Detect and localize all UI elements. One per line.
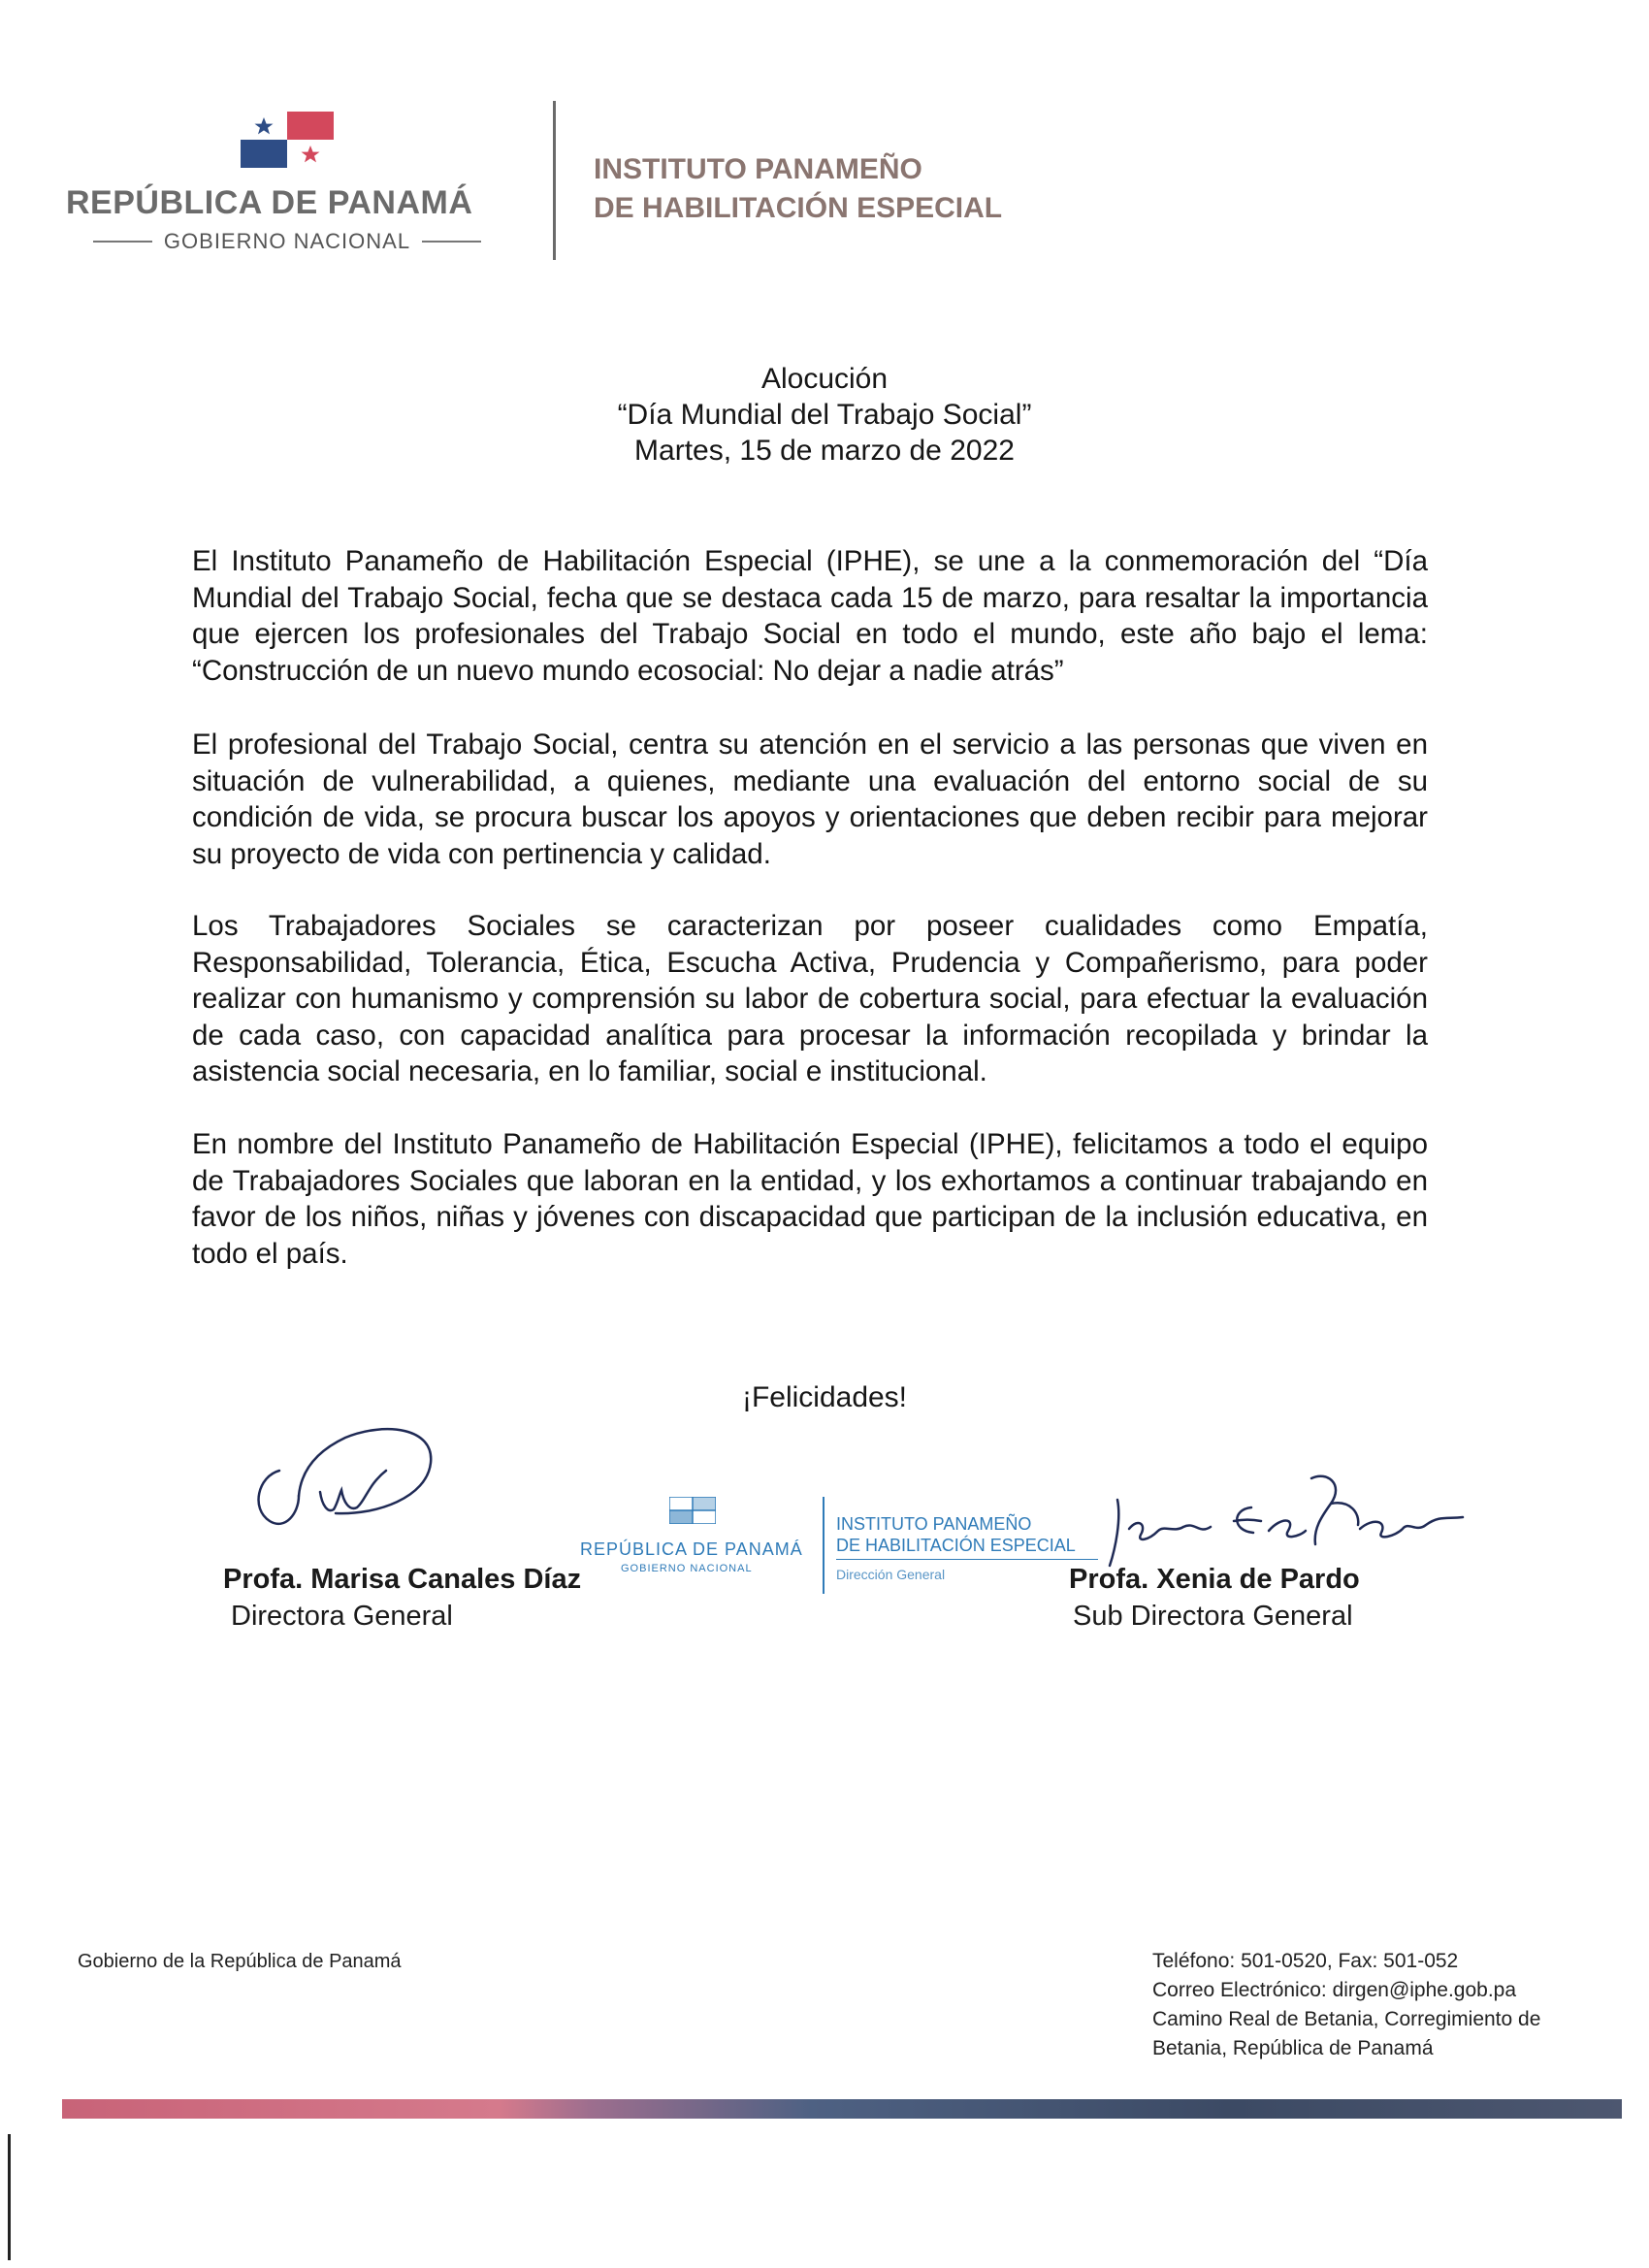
document-title: Alocución <box>760 363 889 395</box>
signature-left <box>241 1416 444 1552</box>
stamp-institute-line2: DE HABILITACIÓN ESPECIAL <box>836 1536 1076 1555</box>
signer-left-role: Directora General <box>231 1601 453 1632</box>
signer-right-name: Profa. Xenia de Pardo <box>1069 1564 1360 1595</box>
footer-address-line1: Camino Real de Betania, Corregimiento de <box>1152 2008 1541 2030</box>
country-name: REPÚBLICA DE PANAMÁ <box>66 184 473 221</box>
scan-edge-mark <box>8 2134 11 2260</box>
stamp-flag-icon <box>669 1497 716 1524</box>
stamp-institute-line1: INSTITUTO PANAMEÑO <box>836 1514 1032 1534</box>
closing-greeting: ¡Felicidades! <box>741 1381 908 1413</box>
government-subtitle <box>93 227 481 256</box>
document-subtitle: “Día Mundial del Trabajo Social” <box>617 399 1032 431</box>
footer-email: Correo Electrónico: dirgen@iphe.gob.pa <box>1152 1979 1517 2001</box>
paragraph-4: En nombre del Instituto Panameño de Habilitación Especial (IPHE), felicitamos a todo el equipo de Trabajadores Sociales que laboran en la entidad, y los exhortamos a continuar trabajando en favor de los niños, niñas y jóvenes con discapacidad que participan de la inclusión educativa, en todo el país. <box>192 1128 1428 1270</box>
footer-phone: Teléfono: 501-0520, Fax: 501-052 <box>1152 1950 1459 1972</box>
official-stamp <box>580 1497 1104 1594</box>
stamp-government: GOBIERNO NACIONAL <box>621 1563 753 1574</box>
paragraph-2: El profesional del Trabajo Social, centra su atención en el servicio a las personas que viven en situación de vulnerabilidad, a quienes, mediante una evaluación del entorno social de su condición de vida, se procura buscar los apoyos y orientaciones que deben recibir para mejorar su proyecto de vida con pertinencia y calidad. <box>192 729 1428 870</box>
header-divider <box>553 101 556 260</box>
stamp-country: REPÚBLICA DE PANAMÁ <box>580 1539 803 1559</box>
government-label: GOBIERNO NACIONAL <box>163 229 411 253</box>
stamp-rule <box>836 1559 1098 1560</box>
document-date: Martes, 15 de marzo de 2022 <box>634 435 1015 467</box>
paragraph-3: Los Trabajadores Sociales se caracterizan por poseer cualidades como Empatía, Responsabilidad, Tolerancia, Ética, Escucha Activa, Prudencia y Compañerismo, para poder realizar con humanismo y comprensión su labor de cobertura social, para efectuar la evaluación de cada caso, con capacidad analítica para procesar la información recopilada y brindar la asistencia social necesaria, en lo familiar, social e institucional. <box>192 910 1428 1087</box>
signer-right-role: Sub Directora General <box>1073 1601 1353 1632</box>
stamp-divider <box>823 1497 824 1594</box>
footer-address-line2: Betania, República de Panamá <box>1152 2037 1434 2059</box>
signature-right <box>1106 1461 1465 1577</box>
paragraph-1: El Instituto Panameño de Habilitación Especial (IPHE), se une a la conmemoración del “Día Mundial del Trabajo Social, fecha que se destaca cada 15 de marzo, para resaltar la importancia que ejercen los profesionales del Trabajo Social en todo el mundo, este año bajo el lema: “Construcción de un nuevo mundo ecosocial: No dejar a nadie atrás” <box>192 545 1428 687</box>
footer-color-bar <box>62 2099 1622 2119</box>
signer-left-name: Profa. Marisa Canales Díaz <box>223 1564 582 1595</box>
institute-name-line2: DE HABILITACIÓN ESPECIAL <box>594 192 1003 224</box>
footer-government: Gobierno de la República de Panamá <box>78 1951 402 1972</box>
panama-flag-logo <box>241 112 334 168</box>
institute-name-line1: INSTITUTO PANAMEÑO <box>594 153 922 185</box>
stamp-office: Dirección General <box>836 1567 946 1582</box>
